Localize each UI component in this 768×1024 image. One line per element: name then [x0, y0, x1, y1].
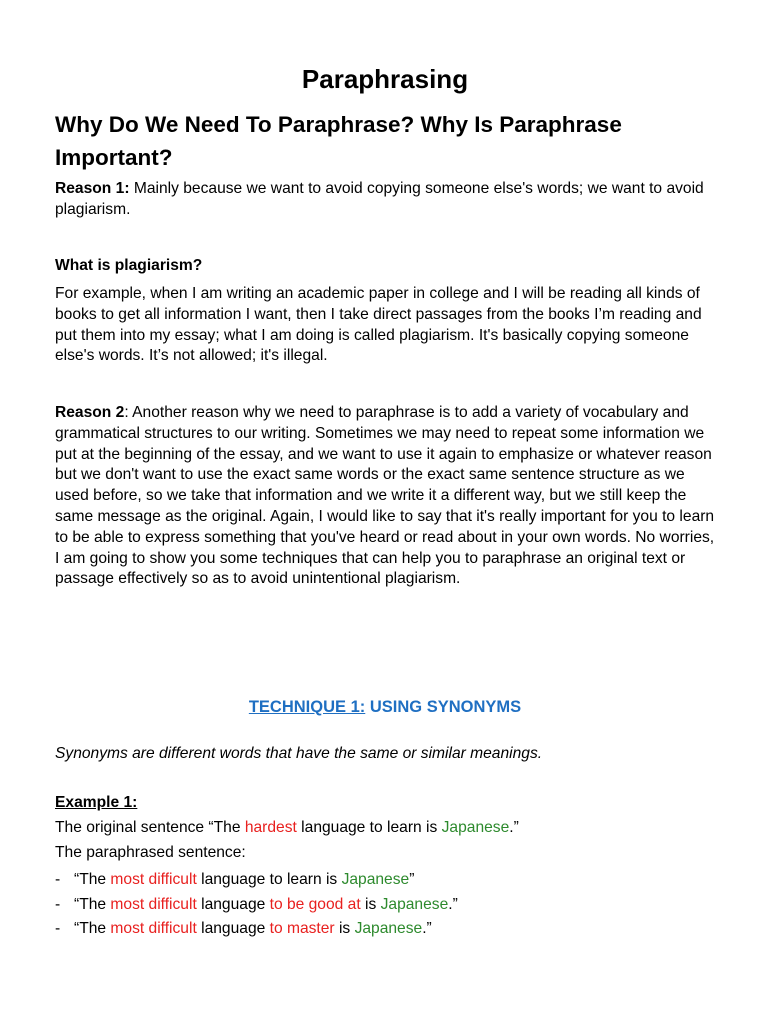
bullet-highlight-red: most difficult	[110, 895, 197, 913]
technique-number: TECHNIQUE 1:	[248, 698, 366, 716]
bullet-text: is	[360, 895, 381, 913]
reason-1-text: Mainly because we want to avoid copying someone else's words; we want to avoid plagiarism.	[55, 180, 704, 218]
page-title: Paraphrasing	[301, 64, 469, 94]
bullet-highlight-green: Japanese	[354, 920, 423, 938]
synonym-definition: Synonyms are different words that have the same or similar meanings.	[55, 745, 543, 762]
reason-1-paragraph	[55, 179, 717, 221]
bullet-text: language	[196, 920, 270, 938]
reason-1-label: Reason 1:	[55, 180, 130, 197]
bullet-highlight-red: most difficult	[110, 871, 197, 888]
paraphrase-list	[55, 868, 717, 942]
bullet-text: language to learn is	[196, 871, 342, 888]
bullet-highlight-green: Japanese	[341, 871, 410, 888]
reason-2-label: Reason 2	[55, 404, 125, 421]
original-highlight-green: Japanese	[441, 819, 510, 836]
list-item	[55, 893, 717, 918]
plagiarism-question: What is plagiarism?	[55, 257, 203, 274]
original-highlight-red: hardest	[244, 819, 297, 836]
bullet-text: “The	[74, 895, 111, 913]
dash-bullet: -	[55, 920, 61, 938]
bullet-text: “The	[74, 871, 111, 888]
original-middle: language to learn is	[296, 819, 442, 836]
technique-heading	[55, 696, 715, 718]
dash-bullet: -	[55, 895, 61, 913]
bullet-text: .”	[422, 920, 432, 938]
reason-2-text: : Another reason why we need to paraphrase is to add a variety of vocabulary and grammatical structures to our writing. Sometimes we may need to repeat some information we put at the beginning of the essay, and we want to use it again to emphasize or whatever reason but we don't want to use the exact same words or the exact same sentence structure as we used before, so we take that information and we write it a different way, but we still keep the same message as the original. Again, I would like to say that it's really important for you to learn to be able to express something that you've heard or read about in your own words. No worries, I am going to show you some techniques that can help you to paraphrase an original text or passage effectively so as to avoid unintentional plagiarism.	[55, 404, 715, 588]
bullet-highlight-red: to be good at	[269, 895, 361, 913]
plagiarism-paragraph: For example, when I am writing an academic paper in college and I will be reading all kinds of books to get all information I want, then I take direct passages from the books I’m reading and put them into my essay; what I am doing is called plagiarism. It's basically copying someone else's words. It’s not allowed; it's illegal.	[55, 285, 702, 365]
list-item	[55, 917, 717, 942]
bullet-text: .”	[448, 895, 458, 913]
reason-2-paragraph	[55, 403, 717, 590]
bullet-highlight-green: Japanese	[380, 895, 449, 913]
paraphrased-label: The paraphrased sentence:	[55, 844, 246, 861]
bullet-highlight-red: to master	[269, 920, 335, 938]
list-item	[55, 868, 717, 893]
original-prefix: The original sentence “The	[55, 819, 245, 836]
bullet-text: ”	[409, 871, 415, 888]
example-heading: Example 1:	[55, 794, 138, 811]
technique-name: USING SYNONYMS	[365, 698, 522, 716]
bullet-text: is	[334, 920, 355, 938]
bullet-highlight-red: most difficult	[110, 920, 197, 938]
bullet-text: language	[196, 895, 270, 913]
bullet-text: “The	[74, 920, 111, 938]
dash-bullet: -	[55, 871, 61, 888]
original-sentence	[55, 818, 717, 839]
section-heading: Why Do We Need To Paraphrase? Why Is Paraphrase Important?	[55, 112, 622, 170]
original-suffix: .”	[509, 819, 519, 836]
